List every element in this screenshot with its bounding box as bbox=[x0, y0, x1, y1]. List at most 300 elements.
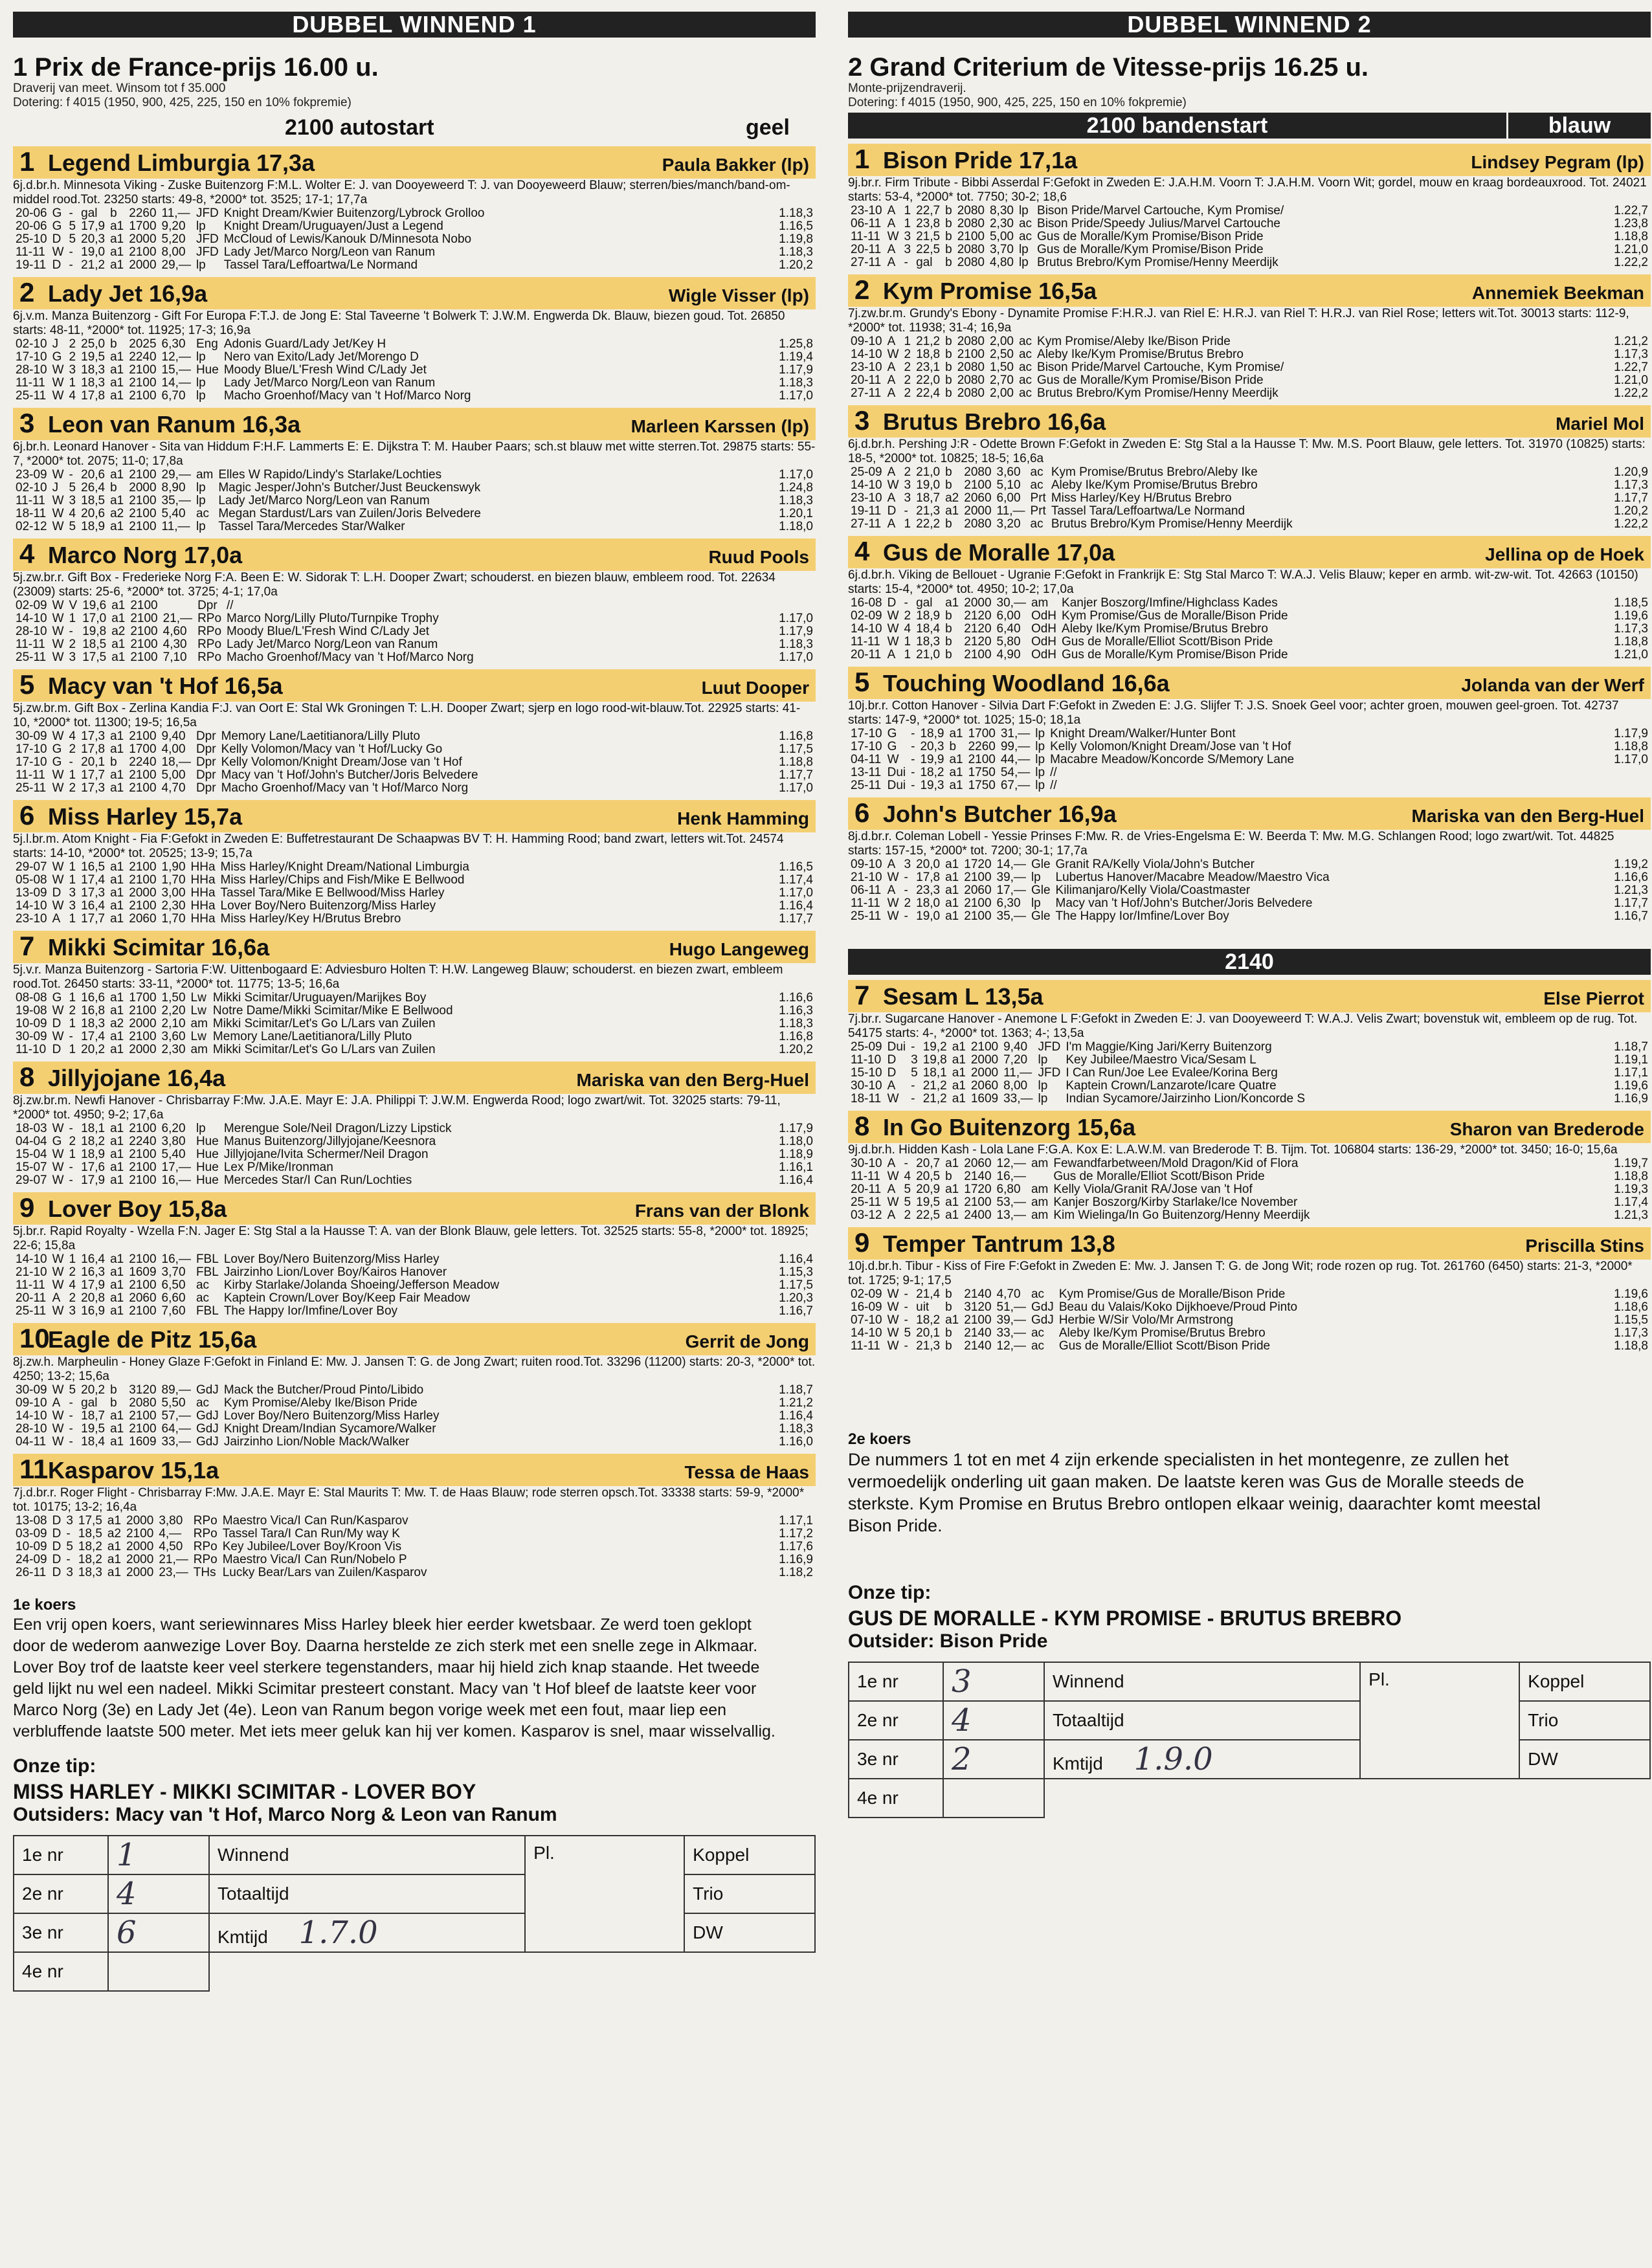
table-cell: 1609 bbox=[970, 1092, 999, 1106]
table-row bbox=[13, 482, 816, 495]
table-cell: GdJ bbox=[195, 1422, 219, 1436]
table-cell: W bbox=[887, 635, 899, 649]
table-cell: 5 bbox=[69, 232, 76, 246]
table-cell: 1.17,0 bbox=[779, 886, 813, 900]
horse-info: 8j.zw.h. Marpheulin - Honey Glaze F:Gefokt in Finland E: Mw. J. Jansen T: G. de Jong Zwart; ruiten rood.Tot. 33296 (11200) starts: 20-3, *2000* tot. 4250; 13-2; 15,6a bbox=[13, 1355, 816, 1383]
table-cell: 1 bbox=[69, 612, 76, 625]
table-row bbox=[848, 518, 1651, 531]
horse-info: 5j.zw.br.m. Gift Box - Zerlina Kandia F:J. van Oort E: Stal Wk Groningen T: L.H. Dooper Zwart; sjerp en logo rood-wit-blauw.Tot. 22925 starts: 41-10, *2000* tot. 11300; 19-5; 16,5a bbox=[13, 702, 801, 729]
table-cell: 3 bbox=[904, 478, 911, 492]
table-cell: - bbox=[904, 256, 908, 269]
table-cell: W bbox=[52, 1304, 64, 1318]
table-cell: W bbox=[887, 1300, 899, 1314]
table-cell: 1.20,2 bbox=[779, 258, 813, 272]
table-cell: 23-10 bbox=[851, 361, 882, 374]
table-cell: a1 bbox=[952, 1053, 966, 1067]
table-cell: 30-09 bbox=[16, 729, 47, 743]
table-cell: 1.23,8 bbox=[1614, 217, 1648, 230]
table-cell: W bbox=[887, 1339, 899, 1353]
table-cell: 2 bbox=[69, 1004, 76, 1017]
table-cell: 2000 bbox=[129, 481, 157, 495]
table-cell: 11-10 bbox=[851, 1053, 882, 1067]
table-cell: 1 bbox=[69, 912, 76, 926]
table-cell: Mercedes Star/I Can Run/Lochties bbox=[223, 1173, 412, 1187]
results-table bbox=[848, 335, 1651, 400]
horse-info: 9j.d.br.h. Hidden Kash - Lola Lane F:G.A. Kox E: L.A.W.M. van Brederode T: B. Tijm. Tot. 106804 starts: 136-29, *2000* tot. 3450; 16-0; 15,6a bbox=[848, 1143, 1618, 1157]
table-cell: 4,— bbox=[159, 1527, 182, 1540]
table-cell: 20,5 bbox=[916, 1170, 941, 1183]
table-cell: 2080 bbox=[957, 386, 985, 400]
table-cell: Gus de Moralle/Elliot Scott/Bison Pride bbox=[1053, 1170, 1265, 1183]
table-cell: 11-11 bbox=[851, 896, 880, 910]
table-cell: 14-10 bbox=[851, 478, 882, 492]
form-label: Kmtijd bbox=[218, 1927, 268, 1947]
table-cell: a1 bbox=[110, 729, 124, 743]
table-cell: Herbie W/Sir Volo/Mr Armstrong bbox=[1058, 1313, 1234, 1327]
table-cell: 2 bbox=[69, 350, 76, 364]
table-cell: ac bbox=[195, 1291, 210, 1305]
table-cell: 16,5 bbox=[81, 860, 106, 874]
table-cell: a1 bbox=[110, 991, 124, 1005]
table-cell: 18,7 bbox=[81, 1409, 106, 1423]
table-row bbox=[848, 361, 1651, 374]
table-cell: 21,4 bbox=[916, 1287, 941, 1301]
table-cell: Knight Dream/Indian Sycamore/Walker bbox=[223, 1422, 436, 1436]
table-cell: 2 bbox=[904, 386, 911, 400]
table-cell: FBL bbox=[195, 1265, 219, 1279]
table-row bbox=[13, 1553, 816, 1566]
table-cell: Jairzinho Lion/Noble Mack/Walker bbox=[223, 1435, 410, 1449]
table-cell: 6,00 bbox=[996, 609, 1021, 623]
table-cell: - bbox=[911, 779, 915, 792]
analysis-line: geld lijkt nu wel een nadeel. Mikki Scimitar presteert constant. Macy van 't Hof bleef de laatste keer voor bbox=[13, 1680, 757, 1698]
horse-header bbox=[13, 539, 816, 571]
horse-number: 5 bbox=[854, 667, 870, 697]
table-row bbox=[13, 651, 816, 664]
table-cell: 2100 bbox=[129, 520, 157, 533]
table-cell: 25-11 bbox=[851, 909, 882, 923]
table-cell: Dui bbox=[887, 779, 906, 792]
table-row bbox=[13, 1161, 816, 1174]
table-cell: W bbox=[52, 860, 64, 874]
table-cell: 1.18,0 bbox=[779, 1135, 813, 1148]
table-cell: b bbox=[945, 348, 952, 361]
table-cell: 35,— bbox=[161, 494, 191, 507]
table-cell: ac bbox=[1031, 1326, 1045, 1340]
results-table bbox=[13, 338, 816, 403]
horse-entry bbox=[13, 931, 816, 1056]
horse-entry bbox=[848, 667, 1651, 792]
table-cell: 15-04 bbox=[16, 1148, 47, 1161]
table-row bbox=[13, 1436, 816, 1449]
form-field[interactable] bbox=[108, 1913, 209, 1952]
table-cell: W bbox=[887, 1092, 899, 1106]
table-cell: 18,2 bbox=[916, 1313, 941, 1327]
table-cell: 2100 bbox=[129, 376, 157, 390]
table-cell: a1 bbox=[110, 899, 124, 913]
table-cell: GdJ bbox=[195, 1435, 219, 1449]
table-cell: 19,0 bbox=[81, 245, 106, 259]
horse-entry bbox=[13, 277, 816, 403]
table-row bbox=[13, 1279, 816, 1292]
table-cell: lp bbox=[195, 520, 206, 533]
table-cell: 2240 bbox=[129, 1135, 157, 1148]
table-row bbox=[848, 1340, 1651, 1353]
table-cell: Lover Boy/Nero Buitenzorg/Miss Harley bbox=[220, 899, 436, 913]
table-cell: 19,5 bbox=[81, 350, 106, 364]
table-cell: 21,5 bbox=[916, 230, 941, 243]
table-cell: 2100 bbox=[129, 860, 157, 874]
table-cell: 1.17,7 bbox=[779, 768, 813, 782]
table-cell: W bbox=[52, 468, 64, 482]
form-field[interactable] bbox=[1044, 1740, 1360, 1779]
table-cell: 16,3 bbox=[81, 1265, 106, 1279]
table-cell: - bbox=[904, 1313, 908, 1327]
table-cell: 02-10 bbox=[16, 481, 47, 495]
table-cell: 1.19,6 bbox=[1614, 609, 1648, 623]
table-cell: 21-10 bbox=[16, 1265, 47, 1279]
table-cell: a1 bbox=[110, 873, 124, 887]
table-cell: 1.16,4 bbox=[779, 1173, 813, 1187]
table-cell bbox=[1611, 779, 1651, 792]
table-cell: 17,8 bbox=[81, 389, 106, 403]
horse-header bbox=[848, 1227, 1651, 1260]
table-cell: b bbox=[945, 635, 952, 649]
form-field[interactable] bbox=[943, 1701, 1044, 1740]
table-cell: W bbox=[887, 909, 899, 923]
table-cell: b bbox=[945, 465, 952, 479]
table-cell: W bbox=[52, 625, 64, 638]
table-cell: 15-10 bbox=[851, 1066, 882, 1080]
table-cell: - bbox=[69, 1122, 73, 1135]
table-cell: am bbox=[1031, 1195, 1049, 1209]
table-cell: 2100 bbox=[964, 648, 992, 662]
table-cell: 5,00 bbox=[989, 230, 1014, 243]
table-cell: lp bbox=[1018, 256, 1029, 269]
table-cell: 1.16,4 bbox=[779, 1409, 813, 1423]
table-cell: Aleby Ike/Kym Promise/Brutus Brebro bbox=[1058, 1326, 1266, 1340]
table-cell: a1 bbox=[949, 766, 963, 779]
driver-name: Wigle Visser (lp) bbox=[668, 285, 809, 306]
table-cell: a1 bbox=[952, 1079, 966, 1093]
table-row bbox=[13, 900, 816, 913]
table-cell: 1.24,8 bbox=[779, 481, 813, 495]
table-cell: 18,— bbox=[161, 755, 191, 769]
table-row bbox=[13, 1005, 816, 1017]
driver-name: Annemiek Beekman bbox=[1471, 283, 1644, 303]
color-label: blauw bbox=[1506, 113, 1651, 139]
table-cell: 2,50 bbox=[989, 348, 1014, 361]
form-label: 2e nr bbox=[849, 1701, 943, 1740]
table-cell: 2 bbox=[69, 742, 76, 756]
table-cell: 16,— bbox=[161, 1252, 191, 1266]
form-field[interactable] bbox=[108, 1952, 209, 1991]
table-cell: 2100 bbox=[964, 896, 992, 910]
table-cell: b bbox=[945, 373, 952, 387]
horse-info: 8j.zw.br.m. Newfi Hanover - Chrisbarray F:Mw. J.A.E. Mayr E: J.A. Philippi T: J.W.M. Engwerda Rood; logo zwart/wit. Tot. 32025 starts: 79-11, *2000* tot. 4950; 9-2; 17,6a bbox=[13, 1094, 781, 1122]
results-table bbox=[13, 1122, 816, 1187]
table-cell: 11,— bbox=[161, 520, 190, 533]
horse-info: 10j.br.r. Cotton Hanover - Silvia Dart F:Gefokt in Zweden E: J.G. Slijfer T: J.S. Snoek Geel voor; achter groen, mouwen geel-groen. Tot. 42737 starts: 147-9, *2000* tot. 1025; 15-0; 18,1a bbox=[848, 699, 1619, 727]
table-cell: 07-10 bbox=[851, 1313, 882, 1327]
results-table bbox=[848, 466, 1651, 531]
table-cell: Lady Jet/Marco Norg/Leon van Ranum bbox=[218, 494, 430, 507]
table-cell: a1 bbox=[945, 858, 959, 871]
table-cell: HHa bbox=[190, 912, 216, 926]
table-cell: Granit RA/Kelly Viola/John's Butcher bbox=[1055, 858, 1255, 871]
table-cell: a1 bbox=[111, 599, 126, 612]
table-cell: 1.20,3 bbox=[779, 1291, 813, 1305]
table-cell: Gus de Moralle/Kym Promise/Bison Pride bbox=[1037, 373, 1264, 387]
table-cell: 1.17,9 bbox=[779, 363, 813, 377]
table-cell: Knight Dream/Kwier Buitenzorg/Lybrock Grolloo bbox=[223, 206, 485, 220]
table-cell: Fewandfarbetween/Mold Dragon/Kid of Flora bbox=[1053, 1157, 1299, 1170]
table-cell: 17,5 bbox=[82, 650, 107, 664]
table-cell: 11-11 bbox=[16, 245, 45, 259]
form-field[interactable] bbox=[209, 1913, 525, 1952]
form-field[interactable] bbox=[108, 1836, 209, 1874]
table-cell: Knight Dream/Uruguayen/Just a Legend bbox=[223, 219, 443, 233]
table-cell: 18,9 bbox=[81, 520, 106, 533]
table-row bbox=[848, 779, 1651, 792]
table-row bbox=[13, 861, 816, 874]
table-cell: Hue bbox=[195, 363, 219, 377]
table-cell: am bbox=[190, 1017, 208, 1030]
table-cell: 09-10 bbox=[851, 858, 882, 871]
table-cell: 1.17,7 bbox=[1614, 896, 1648, 910]
table-cell: - bbox=[69, 245, 73, 259]
table-cell: Adonis Guard/Lady Jet/Key H bbox=[223, 337, 386, 351]
horse-header bbox=[13, 931, 816, 963]
table-cell: 1.19,3 bbox=[1614, 1183, 1648, 1196]
results-table bbox=[13, 599, 816, 664]
table-cell: a2 bbox=[110, 1017, 124, 1030]
table-cell: 21,3 bbox=[916, 1339, 941, 1353]
horse-info: 6j.d.br.h. Minnesota Viking - Zuske Buitenzorg F:M.L. Wolter E: J. van Dooyeweerd T: J. van Dooyeweerd Blauw; sterren/bies/manch/band-om-middel rood.Tot. 23250 starts: 49-8, *2000* tot. 3525; 17-1; 17,7a bbox=[13, 179, 790, 206]
horse-info: 6j.v.m. Manza Buitenzorg - Gift For Europa F:T.J. de Jong E: Stal Taveerne 't Bolwerk T: J.W.M. Engwerda Dk. Blauw, biezen goud. Tot. 26850 starts: 48-11, *2000* tot. 11925; 17-3; 16,9a bbox=[13, 309, 785, 337]
table-cell: 4 bbox=[69, 507, 76, 520]
table-cell: 2240 bbox=[129, 755, 157, 769]
horse-name: Marco Norg 17,0a bbox=[48, 542, 243, 568]
right-column bbox=[848, 0, 1651, 1818]
table-cell: 19,0 bbox=[916, 478, 941, 492]
table-cell: W bbox=[52, 1173, 64, 1187]
form-label: Winnend bbox=[209, 1836, 525, 1874]
table-cell: Maestro Vica/I Can Run/Kasparov bbox=[222, 1514, 408, 1528]
table-cell: 2,70 bbox=[989, 373, 1014, 387]
table-cell: 2000 bbox=[970, 1053, 999, 1067]
table-cell: 1.19,1 bbox=[1614, 1053, 1648, 1067]
table-cell: 1.16,8 bbox=[779, 729, 813, 743]
table-row bbox=[13, 638, 816, 651]
table-cell: lp bbox=[1018, 243, 1029, 256]
horse-name: Macy van 't Hof 16,5a bbox=[48, 673, 283, 699]
table-cell: Manus Buitenzorg/Jillyjojane/Keesnora bbox=[223, 1135, 436, 1148]
table-cell: 5 bbox=[904, 1326, 911, 1340]
table-cell: 2100 bbox=[964, 1313, 992, 1327]
table-cell: Gus de Moralle/Elliot Scott/Bison Pride bbox=[1062, 635, 1273, 649]
table-cell: 33,— bbox=[161, 1435, 191, 1449]
table-cell: 23-10 bbox=[851, 491, 882, 505]
table-cell: 4,50 bbox=[159, 1540, 183, 1553]
table-cell: 02-10 bbox=[16, 337, 47, 351]
table-cell: 2 bbox=[904, 465, 911, 479]
horse-name: Lady Jet 16,9a bbox=[48, 280, 208, 307]
table-cell: 15-07 bbox=[16, 1161, 47, 1174]
table-cell: 1.20,9 bbox=[1614, 465, 1648, 479]
table-cell: 1.17,6 bbox=[779, 1540, 813, 1553]
race-title: 1 Prix de France-prijs 16.00 u. bbox=[13, 53, 379, 82]
table-cell: 1.16,9 bbox=[779, 1553, 813, 1566]
table-row bbox=[848, 1327, 1651, 1340]
table-cell: 20-11 bbox=[851, 243, 882, 256]
horse-number: 7 bbox=[854, 980, 870, 1010]
table-cell: 1.18,8 bbox=[1614, 635, 1648, 649]
table-row bbox=[848, 897, 1651, 910]
results-table bbox=[848, 597, 1651, 662]
horse-number: 3 bbox=[19, 408, 35, 438]
table-cell: Hue bbox=[195, 1135, 219, 1148]
table-cell: 2100 bbox=[129, 781, 157, 795]
table-cell: 2 bbox=[904, 361, 911, 374]
table-cell: 1.17,7 bbox=[779, 912, 813, 926]
table-cell: W bbox=[887, 896, 899, 910]
form-label: Kmtijd bbox=[1053, 1753, 1103, 1773]
form-field[interactable] bbox=[943, 1662, 1044, 1701]
table-cell: Brutus Brebro/Kym Promise/Henny Meerdijk bbox=[1037, 386, 1278, 400]
driver-name: Frans van der Blonk bbox=[634, 1201, 809, 1221]
table-cell: A bbox=[887, 517, 896, 531]
table-cell: 1.16,0 bbox=[779, 1435, 813, 1449]
table-cell: 17-10 bbox=[851, 727, 882, 740]
table-cell: 1.22,2 bbox=[1614, 517, 1648, 531]
table-row bbox=[848, 649, 1651, 662]
table-cell: a1 bbox=[111, 638, 126, 651]
table-cell: 6,00 bbox=[996, 491, 1021, 505]
table-row bbox=[848, 256, 1651, 269]
table-cell: G bbox=[52, 991, 62, 1005]
table-cell: 5 bbox=[911, 1066, 918, 1080]
table-cell: am bbox=[1031, 1208, 1049, 1222]
table-cell: 14-10 bbox=[16, 1409, 47, 1423]
table-cell: 1.18,3 bbox=[779, 1017, 813, 1030]
table-cell: D bbox=[52, 886, 61, 900]
table-cell: a1 bbox=[110, 1265, 124, 1279]
table-cell: 1.17,0 bbox=[779, 468, 813, 482]
table-cell: 2100 bbox=[129, 1422, 157, 1436]
table-cell: 1.17,3 bbox=[1614, 1326, 1648, 1340]
form-field[interactable] bbox=[943, 1779, 1044, 1818]
table-cell: Magic Jesper/John's Butcher/Just Beuckenswyk bbox=[218, 481, 481, 495]
table-cell: Macho Groenhof/Macy van 't Hof/Marco Norg bbox=[227, 650, 474, 664]
table-cell: McCloud of Lewis/Kanouk D/Minnesota Nobo bbox=[223, 232, 472, 246]
table-cell: Macy van 't Hof/John's Butcher/Joris Belvedere bbox=[221, 768, 478, 782]
form-label: Trio bbox=[1519, 1701, 1650, 1740]
table-cell: 29-07 bbox=[16, 1173, 47, 1187]
table-cell: 21,3 bbox=[916, 504, 941, 518]
table-cell: 1.21,3 bbox=[1614, 1208, 1648, 1222]
table-cell: 1.19,8 bbox=[779, 232, 813, 246]
table-cell: Nero van Exito/Lady Jet/Morengo D bbox=[223, 350, 419, 364]
table-cell: 6,60 bbox=[161, 1291, 186, 1305]
horse-number: 6 bbox=[854, 797, 870, 828]
table-cell: a1 bbox=[110, 1252, 124, 1266]
table-cell: 20,6 bbox=[81, 507, 106, 520]
table-cell: 1.16,7 bbox=[779, 1304, 813, 1318]
table-cell: W bbox=[52, 638, 64, 651]
table-cell: 2060 bbox=[129, 1291, 157, 1305]
table-cell: Kaptein Crown/Lanzarote/Icare Quatre bbox=[1066, 1079, 1277, 1093]
table-row bbox=[13, 338, 816, 351]
table-cell: THs bbox=[193, 1566, 216, 1579]
betting-form bbox=[13, 1835, 816, 1992]
table-cell: lp bbox=[1035, 766, 1045, 779]
table-cell: 5,00 bbox=[161, 768, 186, 782]
table-cell: a1 bbox=[945, 896, 959, 910]
table-cell: 2120 bbox=[964, 622, 992, 636]
horse-number: 9 bbox=[19, 1192, 35, 1223]
table-cell: 2,10 bbox=[161, 1017, 186, 1030]
horse-info: 7j.br.r. Sugarcane Hanover - Anemone L F:Gefokt in Zweden E: J. van Dooyeweerd T: W.A.J. Velis Zwart; bovenstuk wit, embleem op de rug. Tot. 54175 starts: 4-, *2000* tot. 1363; 4-; 13,5a bbox=[848, 1012, 1638, 1040]
table-cell: A bbox=[887, 1208, 896, 1222]
form-field[interactable] bbox=[943, 1740, 1044, 1779]
table-cell: 18,5 bbox=[78, 1527, 102, 1540]
table-row bbox=[848, 217, 1651, 230]
table-row bbox=[848, 1183, 1651, 1196]
table-cell: A bbox=[887, 373, 896, 387]
table-cell: Lady Jet/Marco Norg/Leon van Ranum bbox=[223, 376, 436, 390]
table-row bbox=[13, 1528, 816, 1540]
table-cell: 2240 bbox=[129, 350, 157, 364]
table-cell: a1 bbox=[111, 650, 126, 664]
table-cell: 35,— bbox=[996, 909, 1026, 923]
table-cell: 3 bbox=[904, 243, 911, 256]
table-cell: 5,50 bbox=[161, 1396, 186, 1410]
results-table bbox=[848, 1288, 1651, 1353]
table-cell: 2,00 bbox=[989, 386, 1014, 400]
table-cell: 12,— bbox=[161, 350, 191, 364]
table-cell: G bbox=[52, 206, 62, 220]
table-cell: 5 bbox=[69, 481, 76, 495]
table-cell: 20-11 bbox=[851, 373, 882, 387]
horse-header bbox=[848, 797, 1651, 830]
table-cell: 18,9 bbox=[920, 727, 944, 740]
table-cell: lp bbox=[1035, 753, 1045, 766]
table-row bbox=[848, 387, 1651, 400]
table-cell: 3120 bbox=[129, 1383, 157, 1397]
table-cell: 1.18,3 bbox=[779, 206, 813, 220]
table-cell: 2100 bbox=[130, 625, 158, 638]
table-cell: A bbox=[887, 243, 896, 256]
table-cell: Lucky Bear/Lars van Zuilen/Kasparov bbox=[222, 1566, 427, 1579]
table-cell: Eng bbox=[195, 337, 218, 351]
table-cell: a1 bbox=[110, 1435, 124, 1449]
table-cell: 2080 bbox=[964, 517, 992, 531]
horse-name: In Go Buitenzorg 15,6a bbox=[883, 1114, 1136, 1140]
horse-number: 2 bbox=[19, 277, 35, 307]
table-cell: W bbox=[887, 230, 899, 243]
table-cell: 2100 bbox=[129, 389, 157, 403]
table-cell: 1.18,8 bbox=[779, 755, 813, 769]
table-cell: - bbox=[69, 1030, 73, 1043]
table-cell: Miss Harley/Key H/Brutus Brebro bbox=[1051, 491, 1232, 505]
table-cell: 2 bbox=[69, 1291, 76, 1305]
form-field[interactable] bbox=[108, 1874, 209, 1913]
table-cell: - bbox=[911, 727, 915, 740]
results-table bbox=[13, 1384, 816, 1449]
form-label: 4e nr bbox=[849, 1779, 943, 1818]
table-cell: D bbox=[52, 1527, 61, 1540]
